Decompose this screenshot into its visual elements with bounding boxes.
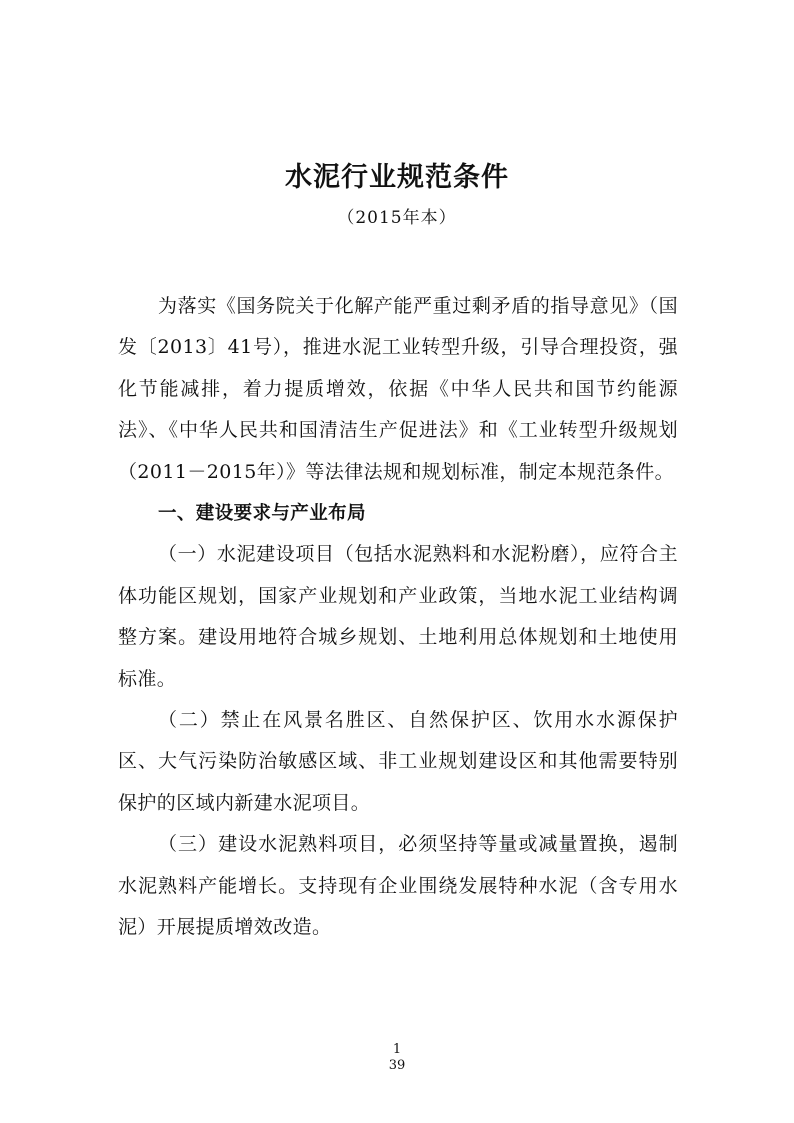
document-subtitle: （2015年本） — [337, 208, 457, 228]
document-body — [118, 286, 678, 949]
page-footer — [0, 1042, 794, 1074]
clause-paragraph-2: （二）禁止在风景名胜区、自然保护区、饮用水水源保护区、大气污染防治敏感区域、非工业规划建设区和其他需要特别保护的区域内新建水泥项目。 — [118, 709, 678, 814]
clause-paragraph-3: （三）建设水泥熟料项目，必须坚持等量或减量置换，遏制水泥熟料产能增长。支持现有企业围绕发展特种水泥（含专用水泥）开展提质增效改造。 — [118, 833, 678, 939]
clause-paragraph-1: （一）水泥建设项目（包括水泥熟料和水泥粉磨），应符合主体功能区规划，国家产业规划和产业政策，当地水泥工业结构调整方案。建设用地符合城乡规划、土地利用总体规划和土地使用标准。 — [118, 543, 678, 690]
section-heading: 一、建设要求与产业布局 — [158, 503, 366, 525]
sheet-number: 39 — [388, 1058, 406, 1073]
preamble-paragraph: 为落实《国务院关于化解产能严重过剩矛盾的指导意见》（国发〔2013〕41号），推进水泥工业转型升级，引导合理投资，强化节能减排，着力提质增效，依据《中华人民共和国节约能源法》、《中华人民共和国清洁生产促进法》和《工业转型升级规划（2011－2015年）》等法律法规和规划标准，制定本规范条件。 — [118, 295, 678, 483]
document-title: 水泥行业规范条件 — [285, 162, 509, 193]
page-number: 1 — [392, 1042, 402, 1057]
